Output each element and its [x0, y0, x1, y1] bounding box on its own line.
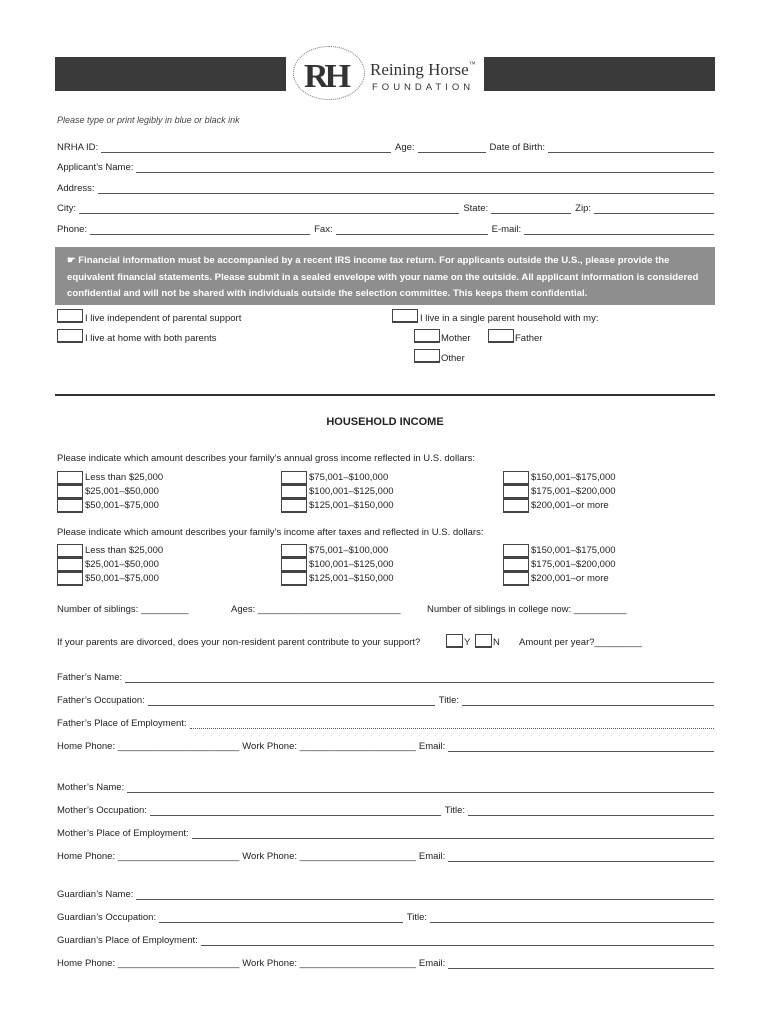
single-parent-checkbox[interactable] — [392, 309, 418, 323]
row-address — [57, 180, 714, 194]
email-label: E-mail: — [491, 224, 522, 235]
name-field[interactable] — [136, 161, 714, 173]
guardian-occupation-field[interactable] — [159, 911, 403, 923]
single-parent-label: I live in a single parent household with my: — [420, 313, 599, 324]
net-income-option-label: $175,001–$200,000 — [531, 559, 616, 570]
row-guardian-employment — [57, 932, 714, 946]
guardian-employment-field[interactable] — [201, 934, 714, 946]
address-label: Address: — [57, 183, 95, 194]
ages-field[interactable]: Ages: ___________________________ — [231, 604, 401, 615]
row-father-phones — [57, 738, 714, 752]
guardian-email-label: Email: — [418, 958, 446, 969]
instructions: Please type or print legibly in blue or black ink — [57, 115, 240, 125]
guardian-work-phone-field[interactable]: Work Phone: ______________________ — [242, 958, 416, 969]
state-label: State: — [463, 203, 489, 214]
divorced-question: If your parents are divorced, does your non-resident parent contribute to your support? — [57, 637, 421, 648]
net-income-option-label: $100,001–$125,000 — [309, 559, 394, 570]
age-field[interactable] — [418, 141, 486, 153]
fax-label: Fax: — [314, 224, 333, 235]
mother-name-label: Mother’s Name: — [57, 782, 125, 793]
mother-label: Mother — [441, 333, 471, 344]
logo-tm: ™ — [468, 60, 476, 68]
row-guardian-phones — [57, 955, 714, 969]
logo-monogram: RH — [304, 58, 347, 95]
gross-income-option-label: $50,001–$75,000 — [85, 500, 159, 511]
yes-checkbox[interactable] — [446, 634, 463, 648]
gross-income-option-checkbox[interactable] — [503, 471, 529, 485]
mother-title-label: Title: — [444, 805, 465, 816]
father-work-phone-field[interactable]: Work Phone: ______________________ — [242, 741, 416, 752]
father-checkbox[interactable] — [488, 329, 514, 343]
net-income-option-checkbox[interactable] — [57, 544, 83, 558]
phone-field[interactable] — [90, 223, 310, 235]
father-home-phone-field[interactable]: Home Phone: _______________________ — [57, 741, 240, 752]
father-title-field[interactable] — [462, 694, 714, 706]
row-name — [57, 159, 714, 173]
mother-work-phone-field[interactable]: Work Phone: ______________________ — [242, 851, 416, 862]
row-mother-name — [57, 779, 714, 793]
row-father-occupation — [57, 692, 714, 706]
independent-checkbox[interactable] — [57, 309, 83, 323]
net-income-option-label: $25,001–$50,000 — [85, 559, 159, 570]
net-income-option-label: $75,001–$100,000 — [309, 545, 389, 556]
gross-income-option-checkbox[interactable] — [57, 485, 83, 499]
mother-title-field[interactable] — [468, 804, 714, 816]
gross-income-option-label: $75,001–$100,000 — [309, 472, 389, 483]
guardian-title-label: Title: — [406, 912, 427, 923]
state-field[interactable] — [491, 202, 571, 214]
phone-label: Phone: — [57, 224, 88, 235]
row-phone — [57, 221, 714, 235]
father-occupation-label: Father’s Occupation: — [57, 695, 145, 706]
age-label: Age: — [395, 142, 415, 153]
gross-income-option-checkbox[interactable] — [57, 471, 83, 485]
nrha-field[interactable] — [101, 141, 391, 153]
guardian-occupation-label: Guardian’s Occupation: — [57, 912, 157, 923]
gross-income-option-checkbox[interactable] — [281, 471, 307, 485]
mother-home-phone-field[interactable]: Home Phone: _______________________ — [57, 851, 240, 862]
other-label: Other — [441, 353, 465, 364]
net-income-option-checkbox[interactable] — [281, 544, 307, 558]
logo-name: Reining Horse — [370, 60, 469, 79]
row-mother-occupation — [57, 802, 714, 816]
both-parents-checkbox[interactable] — [57, 329, 83, 343]
household-income-heading: HOUSEHOLD INCOME — [326, 416, 444, 428]
net-income-option-checkbox[interactable] — [281, 572, 307, 586]
guardian-title-field[interactable] — [430, 911, 714, 923]
mother-email-label: Email: — [418, 851, 446, 862]
net-income-option-checkbox[interactable] — [57, 558, 83, 572]
name-label: Applicant’s Name: — [57, 162, 134, 173]
no-checkbox[interactable] — [475, 634, 492, 648]
gross-income-option-checkbox[interactable] — [503, 485, 529, 499]
guardian-email-field[interactable] — [448, 957, 714, 969]
row-father-employment — [57, 715, 714, 729]
gross-income-option-label: $100,001–$125,000 — [309, 486, 394, 497]
guardian-employment-label: Guardian’s Place of Employment: — [57, 935, 198, 946]
net-income-option-checkbox[interactable] — [503, 558, 529, 572]
net-income-option-label: $50,001–$75,000 — [85, 573, 159, 584]
yes-label: Y — [464, 637, 471, 648]
nrha-label: NRHA ID: — [57, 142, 99, 153]
mother-employment-field[interactable] — [192, 827, 714, 839]
mother-name-field[interactable] — [127, 781, 714, 793]
fax-field[interactable] — [336, 223, 488, 235]
gross-income-option-checkbox[interactable] — [281, 485, 307, 499]
net-income-option-label: $150,001–$175,000 — [531, 545, 616, 556]
father-name-field[interactable] — [125, 671, 714, 683]
row-mother-employment — [57, 825, 714, 839]
gross-income-option-label: $25,001–$50,000 — [85, 486, 159, 497]
logo-foundation: FOUNDATION — [372, 82, 475, 93]
mother-occupation-field[interactable] — [150, 804, 441, 816]
father-employment-field[interactable] — [190, 717, 714, 729]
siblings-field[interactable]: Number of siblings: _________ — [57, 604, 189, 615]
financial-notice — [55, 247, 715, 305]
other-checkbox[interactable] — [414, 349, 440, 363]
independent-label: I live independent of parental support — [85, 313, 242, 324]
no-label: N — [493, 637, 500, 648]
amount-per-year-field[interactable]: Amount per year?_________ — [519, 637, 643, 648]
guardian-name-field[interactable] — [136, 888, 714, 900]
row-guardian-occupation — [57, 909, 714, 923]
gross-income-option-checkbox[interactable] — [281, 499, 307, 513]
city-label: City: — [57, 203, 76, 214]
father-name-label: Father’s Name: — [57, 672, 123, 683]
mother-email-field[interactable] — [448, 850, 714, 862]
city-field[interactable] — [79, 202, 459, 214]
gross-income-question: Please indicate which amount describes your family’s annual gross income reflected in U.S. dollars: — [57, 453, 476, 464]
guardian-home-phone-field[interactable]: Home Phone: _______________________ — [57, 958, 240, 969]
gross-income-option-label: Less than $25,000 — [85, 472, 164, 483]
row-father-name — [57, 669, 714, 683]
zip-label: Zip: — [575, 203, 591, 214]
both-parents-label: I live at home with both parents — [85, 333, 217, 344]
guardian-name-label: Guardian’s Name: — [57, 889, 134, 900]
gross-income-option-label: $200,001–or more — [531, 500, 609, 511]
net-income-option-checkbox[interactable] — [503, 572, 529, 586]
father-email-field[interactable] — [448, 740, 714, 752]
email-field[interactable] — [524, 223, 714, 235]
row-nrha — [57, 139, 714, 153]
row-city — [57, 200, 714, 214]
address-field[interactable] — [98, 182, 715, 194]
father-label: Father — [515, 333, 543, 344]
net-income-option-label: $200,001–or more — [531, 573, 609, 584]
row-guardian-name — [57, 886, 714, 900]
father-email-label: Email: — [418, 741, 446, 752]
net-income-option-label: Less than $25,000 — [85, 545, 164, 556]
father-title-label: Title: — [438, 695, 459, 706]
gross-income-option-checkbox[interactable] — [57, 499, 83, 513]
dob-field[interactable] — [548, 141, 714, 153]
notice-text: ☛ Financial information must be accompanied by a recent IRS income tax return. For applicants outside the U.S., please provide the equivalent financial statements. Please submit in a sealed envelope with your name on the outside. All applicant information is considered confidential and will not be shared with individuals outside the selection committee. This keeps them confidential. — [67, 255, 699, 299]
mother-employment-label: Mother’s Place of Employment: — [57, 828, 189, 839]
zip-field[interactable] — [594, 202, 714, 214]
father-occupation-field[interactable] — [148, 694, 435, 706]
mother-checkbox[interactable] — [414, 329, 440, 343]
net-income-option-label: $125,001–$150,000 — [309, 573, 394, 584]
net-income-option-checkbox[interactable] — [503, 544, 529, 558]
net-income-option-checkbox[interactable] — [281, 558, 307, 572]
gross-income-option-label: $125,001–$150,000 — [309, 500, 394, 511]
gross-income-option-label: $150,001–$175,000 — [531, 472, 616, 483]
mother-occupation-label: Mother’s Occupation: — [57, 805, 147, 816]
net-income-question: Please indicate which amount describes your family’s income after taxes and reflected in U.S. dollars: — [57, 527, 484, 538]
father-employment-label: Father’s Place of Employment: — [57, 718, 187, 729]
gross-income-option-checkbox[interactable] — [503, 499, 529, 513]
dob-label: Date of Birth: — [489, 142, 545, 153]
net-income-option-checkbox[interactable] — [57, 572, 83, 586]
row-mother-phones — [57, 848, 714, 862]
siblings-college-field[interactable]: Number of siblings in college now: __________ — [427, 604, 627, 615]
section-divider — [55, 394, 715, 396]
gross-income-option-label: $175,001–$200,000 — [531, 486, 616, 497]
